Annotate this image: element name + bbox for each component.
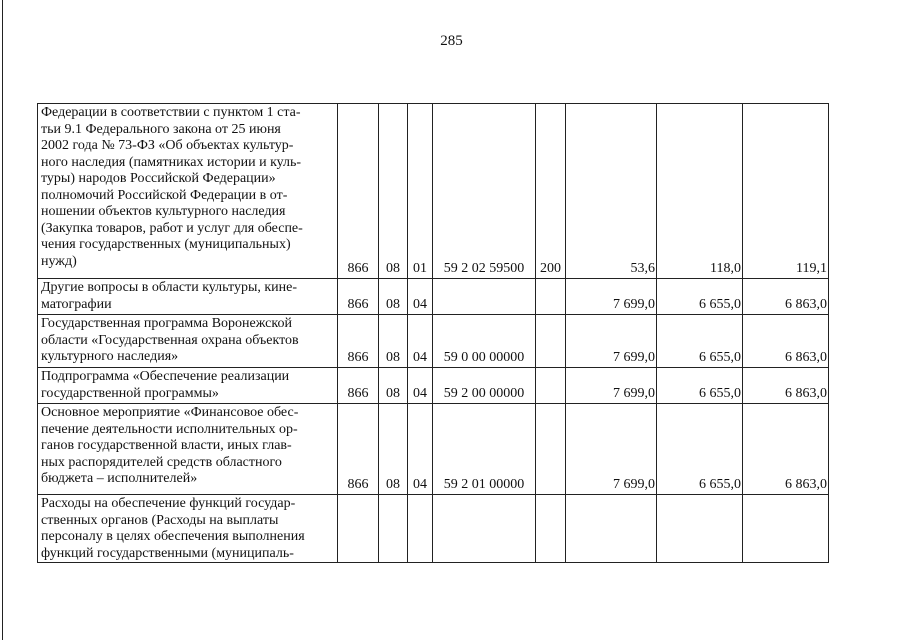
description-line: 2002 года № 73-ФЗ «Об объектах культур- bbox=[41, 138, 294, 153]
expense-type-code-cell bbox=[536, 368, 566, 404]
expense-type-code-cell bbox=[536, 404, 566, 495]
expense-type-code-cell bbox=[536, 495, 566, 563]
description-line: тьи 9.1 Федерального закона от 25 июня bbox=[41, 121, 281, 137]
description-line: печение деятельности исполнительных ор- bbox=[41, 421, 298, 437]
description-line: государственной программы» bbox=[41, 385, 219, 401]
section-code-cell: 08 bbox=[379, 104, 408, 279]
subsection-code-cell bbox=[408, 495, 433, 563]
description-line: матографии bbox=[41, 296, 112, 312]
page-number: 285 bbox=[440, 33, 463, 49]
description-line: Государственная программа Воронежской bbox=[41, 316, 292, 331]
amount-year-2-cell: 6 655,0 bbox=[657, 404, 743, 495]
description-line: Расходы на обеспечение функций государ- bbox=[41, 496, 296, 511]
description-line: функций государственными (муниципаль- bbox=[41, 545, 294, 561]
target-article-code-cell bbox=[433, 495, 536, 563]
amount-year-1-cell: 7 699,0 bbox=[566, 404, 657, 495]
amount-year-3-cell: 6 863,0 bbox=[743, 315, 829, 368]
description-line: бюджета – исполнителей» bbox=[41, 471, 198, 486]
section-code-cell: 08 bbox=[379, 368, 408, 404]
amount-year-3-cell: 119,1 bbox=[743, 104, 829, 279]
description-line: ственных органов (Расходы на выплаты bbox=[41, 512, 279, 528]
row-description bbox=[38, 104, 338, 279]
amount-year-3-cell: 6 863,0 bbox=[743, 368, 829, 404]
section-code-cell: 08 bbox=[379, 404, 408, 495]
description-line: Подпрограмма «Обеспечение реализации bbox=[41, 369, 290, 384]
description-line: ного наследия (памятниках истории и куль- bbox=[41, 154, 302, 170]
amount-year-1-cell: 7 699,0 bbox=[566, 368, 657, 404]
page-left-border bbox=[2, 0, 3, 640]
table-row bbox=[38, 368, 829, 404]
description-line: (Закупка товаров, работ и услуг для обеспе- bbox=[41, 220, 303, 236]
description-line: ношении объектов культурного наследия bbox=[41, 204, 286, 219]
description-line: полномочий Российской Федерации в от- bbox=[41, 187, 288, 203]
amount-year-1-cell: 7 699,0 bbox=[566, 315, 657, 368]
amount-year-2-cell: 6 655,0 bbox=[657, 368, 743, 404]
amount-year-1-cell: 53,6 bbox=[566, 104, 657, 279]
description-line: туры) народов Российской Федерации» bbox=[41, 171, 276, 186]
target-article-code-cell bbox=[433, 279, 536, 315]
description-line: чения государственных (муниципальных) bbox=[41, 237, 291, 252]
description-line: Основное мероприятие «Финансовое обес- bbox=[41, 405, 299, 420]
target-article-code-cell: 59 2 02 59500 bbox=[433, 104, 536, 279]
amount-year-3-cell bbox=[743, 495, 829, 563]
amount-year-2-cell: 6 655,0 bbox=[657, 279, 743, 315]
amount-year-2-cell: 6 655,0 bbox=[657, 315, 743, 368]
budget-table bbox=[37, 103, 829, 563]
subsection-code-cell: 04 bbox=[408, 315, 433, 368]
target-article-code-cell: 59 2 01 00000 bbox=[433, 404, 536, 495]
table-row bbox=[38, 315, 829, 368]
description-line: ганов государственной власти, иных глав- bbox=[41, 438, 292, 453]
description-line: Другие вопросы в области культуры, кине- bbox=[41, 280, 298, 295]
subsection-code-cell: 04 bbox=[408, 368, 433, 404]
section-code-cell: 08 bbox=[379, 315, 408, 368]
admin-code-cell bbox=[338, 495, 379, 563]
row-description bbox=[38, 495, 338, 563]
row-description bbox=[38, 315, 338, 368]
expense-type-code-cell bbox=[536, 315, 566, 368]
section-code-cell bbox=[379, 495, 408, 563]
subsection-code-cell: 04 bbox=[408, 404, 433, 495]
target-article-code-cell: 59 0 00 00000 bbox=[433, 315, 536, 368]
table-row bbox=[38, 404, 829, 495]
table-row bbox=[38, 495, 829, 563]
row-description bbox=[38, 279, 338, 315]
subsection-code-cell: 04 bbox=[408, 279, 433, 315]
row-description bbox=[38, 404, 338, 495]
table-row bbox=[38, 104, 829, 279]
table-row bbox=[38, 279, 829, 315]
admin-code-cell: 866 bbox=[338, 279, 379, 315]
expense-type-code-cell bbox=[536, 279, 566, 315]
description-line: персоналу в целях обеспечения выполнения bbox=[41, 529, 305, 544]
amount-year-2-cell bbox=[657, 495, 743, 563]
description-line: культурного наследия» bbox=[41, 349, 179, 364]
description-line: ных распорядителей средств областного bbox=[41, 454, 282, 470]
amount-year-1-cell: 7 699,0 bbox=[566, 279, 657, 315]
admin-code-cell: 866 bbox=[338, 404, 379, 495]
amount-year-3-cell: 6 863,0 bbox=[743, 279, 829, 315]
amount-year-3-cell: 6 863,0 bbox=[743, 404, 829, 495]
section-code-cell: 08 bbox=[379, 279, 408, 315]
description-line: области «Государственная охрана объектов bbox=[41, 332, 299, 348]
description-line: Федерации в соответствии с пунктом 1 ста- bbox=[41, 105, 301, 120]
amount-year-1-cell bbox=[566, 495, 657, 563]
expense-type-code-cell: 200 bbox=[536, 104, 566, 279]
description-line: нужд) bbox=[41, 253, 77, 269]
target-article-code-cell: 59 2 00 00000 bbox=[433, 368, 536, 404]
row-description bbox=[38, 368, 338, 404]
admin-code-cell: 866 bbox=[338, 368, 379, 404]
subsection-code-cell: 01 bbox=[408, 104, 433, 279]
amount-year-2-cell: 118,0 bbox=[657, 104, 743, 279]
admin-code-cell: 866 bbox=[338, 104, 379, 279]
admin-code-cell: 866 bbox=[338, 315, 379, 368]
